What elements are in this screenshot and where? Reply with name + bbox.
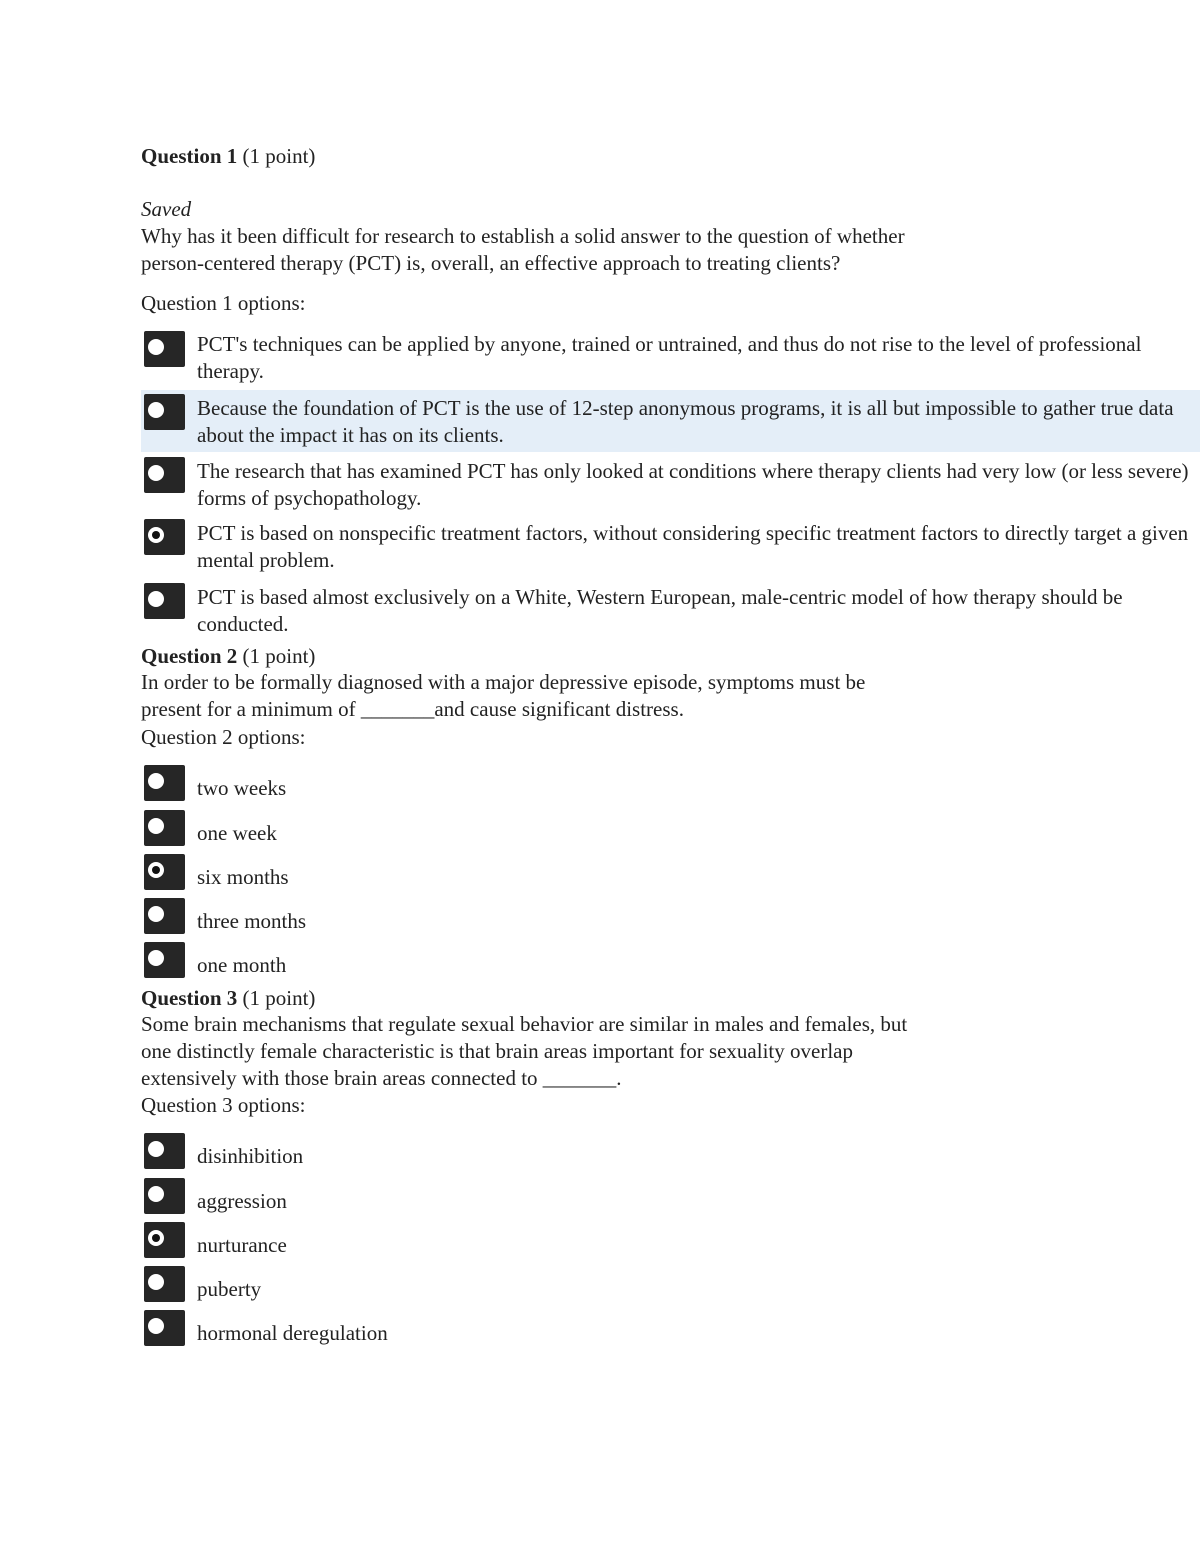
question-3-option-4[interactable]: [141, 1266, 1200, 1308]
question-1-points: (1 point): [242, 144, 316, 168]
question-3-options-label: Question 3 options:: [141, 1093, 306, 1117]
radio-circle-icon: [148, 1141, 164, 1157]
radio-selected-icon: [148, 862, 164, 878]
option-label: two weeks: [197, 776, 287, 800]
question-1-option-4[interactable]: [141, 517, 1200, 577]
option-label: three months: [197, 909, 307, 933]
radio-circle-icon: [148, 402, 164, 418]
radio-button[interactable]: [144, 898, 185, 934]
option-label: disinhibition: [197, 1144, 304, 1168]
radio-button[interactable]: [144, 331, 185, 367]
radio-circle-icon: [148, 1318, 164, 1334]
question-2-prompt: In order to be formally diagnosed with a major depressive episode, symptoms must be present for a minimum of _______and cause significant distress.: [141, 670, 866, 721]
question-3-header: [141, 985, 315, 1011]
question-3-option-2[interactable]: [141, 1178, 1200, 1220]
radio-circle-icon: [148, 591, 164, 607]
radio-button[interactable]: [144, 583, 185, 619]
radio-circle-icon: [148, 818, 164, 834]
option-label: one week: [197, 821, 277, 845]
radio-circle-icon: [148, 906, 164, 922]
radio-button[interactable]: [144, 942, 185, 978]
option-label: one month: [197, 953, 287, 977]
question-3-prompt: Some brain mechanisms that regulate sexual behavior are similar in males and females, but one distinctly female characteristic is that brain areas important for sexuality overlap extensively with those brain areas connected to _______.: [141, 1012, 908, 1090]
radio-button[interactable]: [144, 854, 185, 890]
radio-circle-icon: [148, 465, 164, 481]
question-3-option-5[interactable]: [141, 1310, 1200, 1352]
radio-button[interactable]: [144, 519, 185, 555]
radio-circle-icon: [148, 773, 164, 789]
radio-button[interactable]: [144, 1310, 185, 1346]
option-label: PCT is based almost exclusively on a White, Western European, male-centric model of how therapy should be conducted.: [197, 585, 1123, 636]
radio-circle-icon: [148, 339, 164, 355]
option-label: PCT is based on nonspecific treatment factors, without considering specific treatment factors to directly target a given mental problem.: [197, 521, 1189, 572]
radio-button[interactable]: [144, 1178, 185, 1214]
option-label: nurturance: [197, 1233, 287, 1257]
option-label: aggression: [197, 1189, 287, 1213]
question-2-option-3[interactable]: [141, 854, 1200, 896]
option-label: puberty: [197, 1277, 262, 1301]
radio-button[interactable]: [144, 1222, 185, 1258]
option-label: six months: [197, 865, 289, 889]
question-1-prompt: Why has it been difficult for research to establish a solid answer to the question of whether person-centered therapy (PCT) is, overall, an effective approach to treating clients?: [141, 224, 905, 275]
radio-circle-icon: [148, 1186, 164, 1202]
question-1-saved-status: Saved: [141, 197, 192, 221]
radio-selected-icon: [148, 1230, 164, 1246]
radio-button[interactable]: [144, 1266, 185, 1302]
question-1-option-1[interactable]: [141, 328, 1200, 388]
question-1-options-label: Question 1 options:: [141, 291, 306, 315]
radio-button[interactable]: [144, 810, 185, 846]
radio-button[interactable]: [144, 457, 185, 493]
radio-button[interactable]: [144, 1133, 185, 1169]
question-3-option-1[interactable]: [141, 1133, 1200, 1175]
option-label: PCT's techniques can be applied by anyone, trained or untrained, and thus do not rise to the level of professional therapy.: [197, 332, 1142, 383]
question-3-points: (1 point): [242, 986, 316, 1010]
radio-selected-icon: [148, 527, 164, 543]
radio-circle-icon: [148, 950, 164, 966]
question-1-option-2[interactable]: [141, 390, 1200, 452]
question-1-option-5[interactable]: [141, 580, 1200, 640]
radio-button[interactable]: [144, 765, 185, 801]
question-3-option-3[interactable]: [141, 1222, 1200, 1264]
question-3-label: Question 3: [141, 986, 238, 1010]
question-2-options-label: Question 2 options:: [141, 725, 306, 749]
radio-circle-icon: [148, 1274, 164, 1290]
question-2-label: Question 2: [141, 644, 238, 668]
question-2-option-1[interactable]: [141, 765, 1200, 807]
question-1-header: [141, 143, 315, 169]
question-2-points: (1 point): [242, 644, 316, 668]
option-label: The research that has examined PCT has only looked at conditions where therapy clients had very low (or less severe) forms of psychopathology.: [197, 459, 1189, 510]
question-2-option-5[interactable]: [141, 942, 1200, 984]
question-2-option-4[interactable]: [141, 898, 1200, 940]
radio-button[interactable]: [144, 394, 185, 430]
question-1-option-3[interactable]: [141, 454, 1200, 514]
option-label: hormonal deregulation: [197, 1321, 388, 1345]
question-2-option-2[interactable]: [141, 810, 1200, 852]
option-label: Because the foundation of PCT is the use of 12-step anonymous programs, it is all but impossible to gather true data about the impact it has on its clients.: [197, 396, 1174, 447]
question-1-label: Question 1: [141, 144, 238, 168]
question-2-header: [141, 643, 315, 669]
